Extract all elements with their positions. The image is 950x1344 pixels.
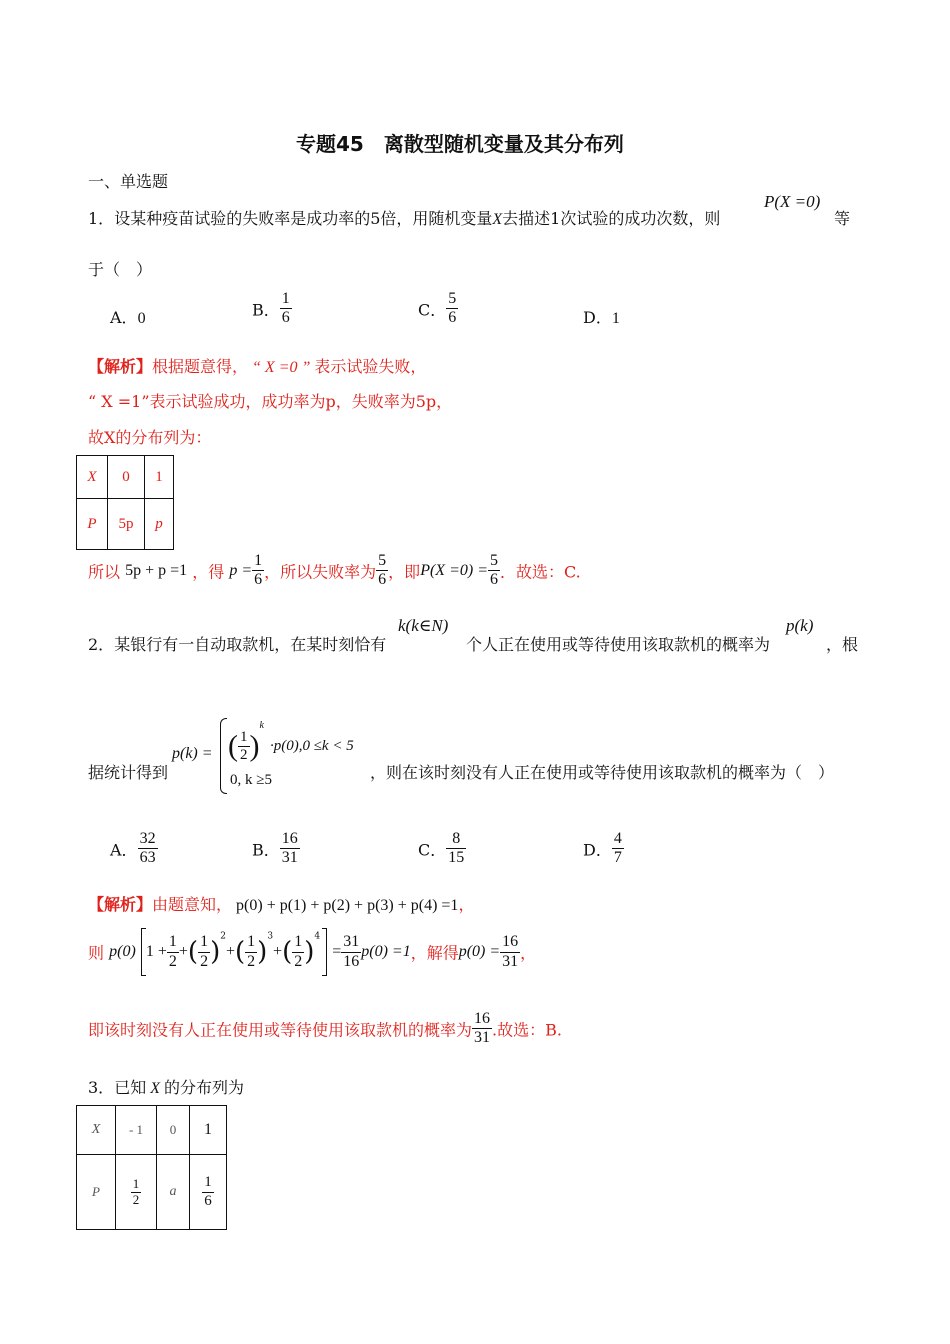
q1-distribution-table: X 0 1 P 5p p — [76, 455, 174, 550]
q2-stem-line2: 据统计得到 — [88, 763, 169, 782]
section-heading: 一、单选题 — [88, 172, 169, 191]
q1-option-b: B． $\frac{1}{6}$ — [252, 290, 290, 327]
q1-option-a: A．0 — [110, 308, 146, 327]
q1-text-b: 去描述1次试验的成功次数，则 — [502, 209, 721, 228]
q1-solution-line3: 故X的分布列为： — [88, 428, 212, 447]
q1-text-d: 于（ ） — [88, 260, 153, 279]
page-title: 专题45 离散型随机变量及其分布列 — [296, 132, 624, 156]
q2-option-b: B． $\frac{16}{31}$ — [252, 830, 298, 867]
q1-solution-line2: “ X =1”表示试验成功，成功率为p，失败率为5p， — [88, 392, 453, 411]
q2-solution-line3: 即该时刻没有人正在使用或等待使用该取款机的概率为 $\frac{16}{31}$ .故选：B. — [88, 1010, 562, 1047]
q1-stem — [88, 206, 720, 229]
q2-stem-line1b: 个人正在使用或等待使用该取款机的概率为 — [466, 635, 771, 654]
q2-expr-pk: p(k) — [786, 616, 814, 635]
q3-distribution-table: X - 1 0 1 P $\frac{1}{2}$ a $\frac{1}{6}$ — [76, 1105, 227, 1230]
q2-solution-line1: 【解析】由题意知， p(0) + p(1) + p(2) + p(3) + p(4) =1， — [88, 895, 475, 914]
q2-stem-line1c: ，根 — [826, 635, 859, 654]
q2-piecewise-case1: ( $\frac{1}{2}$ )$^k$·p(0),0 ≤k < 5 — [228, 720, 354, 764]
q1-solution-line4: 所以 5p + p =1 ，得 p = $\frac{1}{6}$ ，所以失败率为 $\frac{5}{6}$ ，即P(X =0) = $\frac{5}{6}$ ．故选：C. — [88, 552, 581, 589]
q2-option-d: D． $\frac{4}{7}$ — [583, 830, 622, 867]
q2-piecewise-brace — [220, 718, 227, 794]
q2-solution-line2: 则 p(0) 1 + $\frac{1}{2}$ +( $\frac{1}{2}$ )$^2$+( $\frac{1}{2}$ )$^3$+( $\frac{1}{2}$ )$^4$ = $\frac{31}{16}$ p(0) =1，解得p(0) = $\frac{16}{31}$ ， — [88, 928, 536, 976]
q2-stem-line2b: ，则在该时刻没有人正在使用或等待使用该取款机的概率为（ ） — [370, 763, 835, 782]
q2-option-c: C． $\frac{8}{15}$ — [418, 830, 465, 867]
q1-text-a: 设某种疫苗试验的失败率是成功率的5倍，用随机变量 — [114, 209, 493, 228]
q1-option-d: D．1 — [583, 308, 620, 327]
q2-stem-line1: 2．某银行有一自动取款机，在某时刻恰有 — [88, 635, 387, 654]
q1-solution-line1: 【解析】根据题意得， “ X =0 ” 表示试验失败， — [88, 357, 427, 376]
q1-option-c: C． $\frac{5}{6}$ — [418, 290, 457, 327]
q1-text-c: 等 — [834, 209, 851, 228]
q1-expr: P(X =0) — [764, 192, 821, 211]
q2-piecewise-lhs: p(k) = — [172, 745, 213, 762]
q2-expr-k: k(k∈N) — [398, 616, 449, 635]
q2-piecewise-case2: 0, k ≥5 — [230, 772, 272, 788]
q1-var: X — [492, 211, 503, 228]
q3-stem: 3．已知 X 的分布列为 — [88, 1078, 244, 1097]
q2-option-a: A． $\frac{32}{63}$ — [110, 830, 156, 867]
q1-number: 1． — [88, 209, 115, 228]
